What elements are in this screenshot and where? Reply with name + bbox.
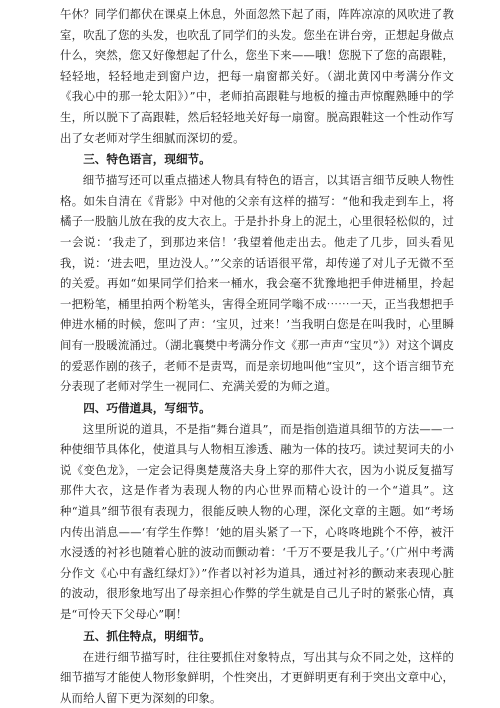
paragraph-section-5: 在进行细节描写时，往往要抓住对象特点，写出其与众不同之处，这样的细节描写才能使人物形象鲜明，个性突出，才更鲜明更有利于突出文章中心，从而给人留下更为深刻的印象。 [60,649,454,705]
paragraph-section-4: 这里所说的道具，不是指“舞台道具”，而是指创造道具细节的方法——一种使细节具体化，使道具与人物相互渗透、融为一体的技巧。读过契诃夫的小说《变色龙》，一定会记得奥楚蔑洛夫身上穿的那件大衣，因为小说反复描写那件大衣，这是作者为表现人物的内心世界而精心设计的一个“道具”。这种“道具”细节很有表现力，很能反映人物的心理，深化文章的主题。如“考场内传出消息——‘有学生作弊！’她的眉头紧了一下，心咚咚地跳个不停，被汗水浸透的衬衫也随着心脏的波动而颤动着：‘千万不要是我儿子。’（广州中考满分作文《心中有盏红绿灯》）”作者以衬衫为道具，通过衬衫的颤动来表现心脏的波动，很形象地写出了母亲担心作弊的学生就是自己儿子时的紧张心情，真是“可怜天下父母心”啊！ [60,421,454,622]
section-heading-4: 四、巧借道具，写细节。 [83,400,211,415]
section-heading-5: 五、抓住特点，明细节。 [83,628,211,643]
paragraph-section-3: 细节描写还可以重点描述人物具有特色的语言，以其语言细节反映人物性格。如朱自清在《背影》中对他的父亲有这样的描写：“他和我走到车上，将橘子一股脑儿放在我的皮大衣上。于是扑扑身上的泥土，心里很轻松似的，过一会说：‘我走了，到那边来信！’我望着他走出去。他走了几步，回头看见我，说：‘进去吧，里边没人。’”父亲的话语很平常，却传递了对儿子无微不至的关爱。再如“如果同学们拾来一桶水，我会毫不犹豫地把手伸进桶里，拎起一把粉笔，桶里拍两个粉笔头，害得全班同学嗡不成⋯⋯一天，正当我想把手伸进水桶的时候，您叫了声：‘宝贝，过来！’当我明白您是在叫我时，心里瞬间有一股暖流涌过。（湖北襄樊中考满分作文《那一声声“宝贝”》）对这个调皮的爱恶作剧的孩子，老师不是责骂，而是亲切地叫他“宝贝”，这个语言细节充分表现了老师对学生一视同仁、充满关爱的为师之道。 [60,173,454,394]
paragraph-continued: 午休？同学们都伏在课桌上休息，外面忽然下起了雨，阵阵凉凉的风吹进了教室，吹乱了您的头发，也吹乱了同学们的头发。您坐在讲台旁，正想起身做点什么，突然，您又好像想起了什么，您坐下来——哦！您脱下了您的高跟鞋，轻轻地，轻轻地走到窗户边，把每一扇窗都关好。（湖北黄冈中考满分作文《我心中的那一轮太阳》）”中，老师拍高跟鞋与地板的撞击声惊醒熟睡中的学生，所以脱下了高跟鞋，然后轻轻地关好每一扇窗。脱高跟鞋这一个性动作写出了女老师对学生细腻而深切的爱。 [60,7,454,145]
section-heading-3: 三、特色语言，现细节。 [83,152,211,167]
